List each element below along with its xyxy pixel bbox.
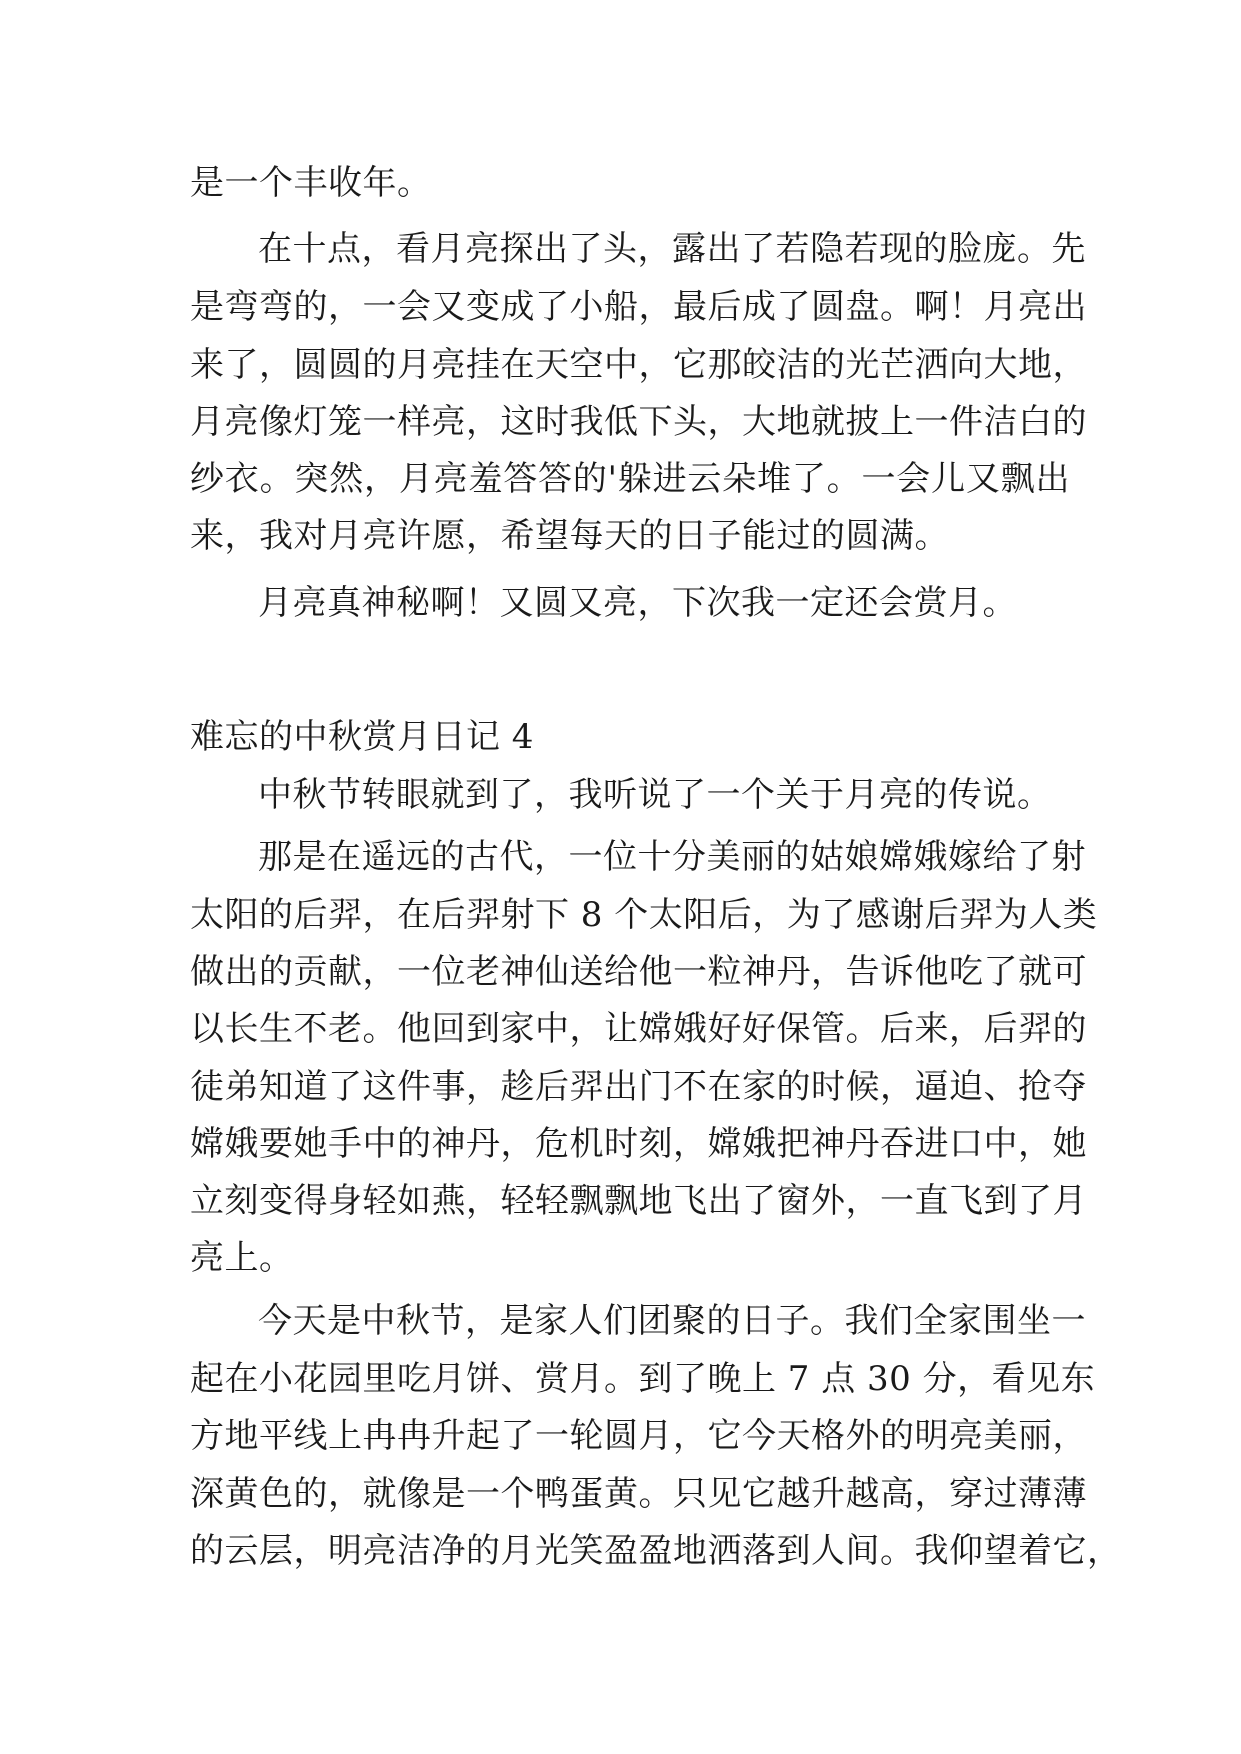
paragraph-line: 做出的贡献，一位老神仙送给他一粒神丹，告诉他吃了就可 (190, 952, 1087, 992)
paragraph-line: 月亮真神秘啊！又圆又亮，下次我一定还会赏月。 (258, 583, 1017, 623)
paragraph-line: 来了，圆圆的月亮挂在天空中，它那皎洁的光芒洒向大地， (190, 345, 1087, 385)
paragraph-line: 那是在遥远的古代，一位十分美丽的姑娘嫦娥嫁给了射 (258, 837, 1086, 877)
paragraph-line: 深黄色的，就像是一个鸭蛋黄。只见它越升越高，穿过薄薄 (190, 1474, 1087, 1514)
paragraph-line: 立刻变得身轻如燕，轻轻飘飘地飞出了窗外，一直飞到了月 (190, 1181, 1087, 1221)
paragraph-line: 方地平线上冉冉升起了一轮圆月，它今天格外的明亮美丽， (190, 1416, 1087, 1456)
paragraph-line: 来，我对月亮许愿，希望每天的日子能过的圆满。 (190, 516, 949, 556)
paragraph-line: 的云层，明亮洁净的月光笑盈盈地洒落到人间。我仰望着它， (190, 1531, 1122, 1571)
paragraph-line: 月亮像灯笼一样亮，这时我低下头，大地就披上一件洁白的 (190, 402, 1087, 442)
paragraph-line: 以长生不老。他回到家中，让嫦娥好好保管。后来，后羿的 (190, 1009, 1087, 1049)
paragraph-line: 今天是中秋节，是家人们团聚的日子。我们全家围坐一 (258, 1301, 1086, 1341)
paragraph-line: 在十点，看月亮探出了头，露出了若隐若现的脸庞。先 (258, 229, 1086, 269)
section-title: 难忘的中秋赏月日记 4 (190, 717, 534, 757)
paragraph-line: 纱衣。突然，月亮羞答答的'躲进云朵堆了。一会儿又飘出 (190, 459, 1070, 499)
paragraph-line: 中秋节转眼就到了，我听说了一个关于月亮的传说。 (258, 775, 1052, 815)
paragraph-line: 嫦娥要她手中的神丹，危机时刻，嫦娥把神丹吞进口中，她 (190, 1124, 1087, 1164)
paragraph-line: 太阳的后羿，在后羿射下 8 个太阳后，为了感谢后羿为人类 (190, 895, 1098, 935)
paragraph-line: 起在小花园里吃月饼、赏月。到了晚上 7 点 30 分，看见东 (190, 1359, 1096, 1399)
paragraph-line: 亮上。 (190, 1238, 294, 1278)
paragraph-line: 徒弟知道了这件事，趁后羿出门不在家的时候，逼迫、抢夺 (190, 1067, 1087, 1107)
paragraph-line: 是弯弯的，一会又变成了小船，最后成了圆盘。啊！月亮出 (190, 287, 1087, 327)
paragraph-line: 是一个丰收年。 (190, 163, 432, 203)
